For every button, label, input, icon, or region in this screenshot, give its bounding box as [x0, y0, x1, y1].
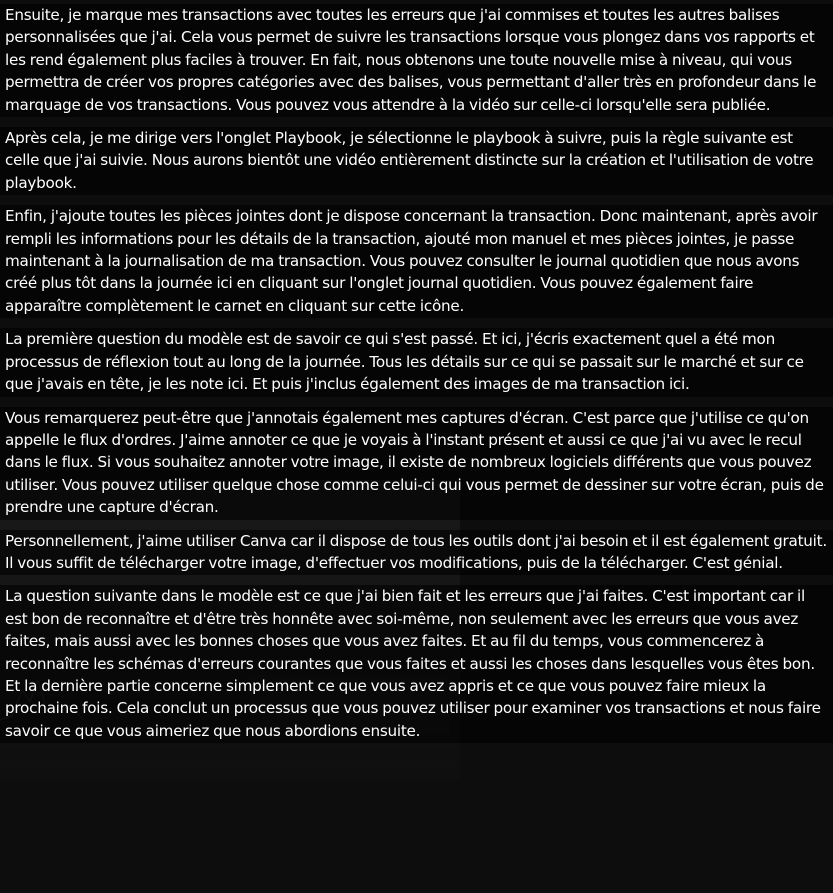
- transcript-paragraph-3: Enfin, j'ajoute toutes les pièces jointes dont je dispose concernant la transaction. Donc maintenant, après avoir rempli les informations pour les détails de la transaction, ajouté mon manuel et mes pièces jointes, je passe maintenant à la journalisation de ma transaction. Vous pouvez consulter le journal quotidien que nous avons créé plus tôt dans la journée ici en cliquant sur l'onglet journal quotidien. Vous pouvez également faire apparaître complètement le carnet en cliquant sur cette icône.: [0, 205, 833, 318]
- transcript-paragraph-4: La première question du modèle est de savoir ce qui s'est passé. Et ici, j'écris exactement quel a été mon processus de réflexion tout au long de la journée. Tous les détails sur ce qui se passait sur le marché et sur ce que j'avais en tête, je les note ici. Et puis j'inclus également des images de ma transaction ici.: [0, 328, 833, 396]
- transcript-paragraph-5: Vous remarquerez peut-être que j'annotais également mes captures d'écran. C'est parce que j'utilise ce qu'on appelle le flux d'ordres. J'aime annoter ce que je voyais à l'instant présent et aussi ce que j'ai vu avec le recul dans le flux. Si vous souhaitez annoter votre image, il existe de nombreux logiciels différents que vous pouvez utiliser. Vous pouvez utiliser quelque chose comme celui-ci qui vous permet de dessiner sur votre écran, puis de prendre une capture d'écran.: [0, 407, 833, 520]
- transcript-paragraph-6: Personnellement, j'aime utiliser Canva car il dispose de tous les outils dont j'ai besoin et il est également gratuit. Il vous suffit de télécharger votre image, d'effectuer vos modifications, puis de la télécharger. C'est génial.: [0, 530, 833, 576]
- transcript-paragraph-1: Ensuite, je marque mes transactions avec toutes les erreurs que j'ai commises et toutes les autres balises personnalisées que j'ai. Cela vous permet de suivre les transactions lorsque vous plongez dans vos rapports et les rend également plus faciles à trouver. En fait, nous obtenons une toute nouvelle mise à niveau, qui vous permettra de créer vos propres catégories avec des balises, vous permettant d'aller très en profondeur dans le marquage de vos transactions. Vous pouvez vous attendre à la vidéo sur celle-ci lorsqu'elle sera publiée.: [0, 4, 833, 117]
- transcript-paragraph-2: Après cela, je me dirige vers l'onglet Playbook, je sélectionne le playbook à suivre, puis la règle suivante est celle que j'ai suivie. Nous aurons bientôt une vidéo entièrement distincte sur la création et l'utilisation de votre playbook.: [0, 127, 833, 195]
- transcript-paragraph-7: La question suivante dans le modèle est ce que j'ai bien fait et les erreurs que j'ai faites. C'est important car il est bon de reconnaître et d'être très honnête avec soi-même, non seulement avec les erreurs que vous avez faites, mais aussi avec les bonnes choses que vous avez faites. Et au fil du temps, vous commencerez à reconnaître les schémas d'erreurs courantes que vous faites et aussi les choses dans lesquelles vous êtes bon. Et la dernière partie concerne simplement ce que vous avez appris et ce que vous pouvez faire mieux la prochaine fois. Cela conclut un processus que vous pouvez utiliser pour examiner vos transactions et nous faire savoir ce que vous aimeriez que nous abordions ensuite.: [0, 585, 833, 743]
